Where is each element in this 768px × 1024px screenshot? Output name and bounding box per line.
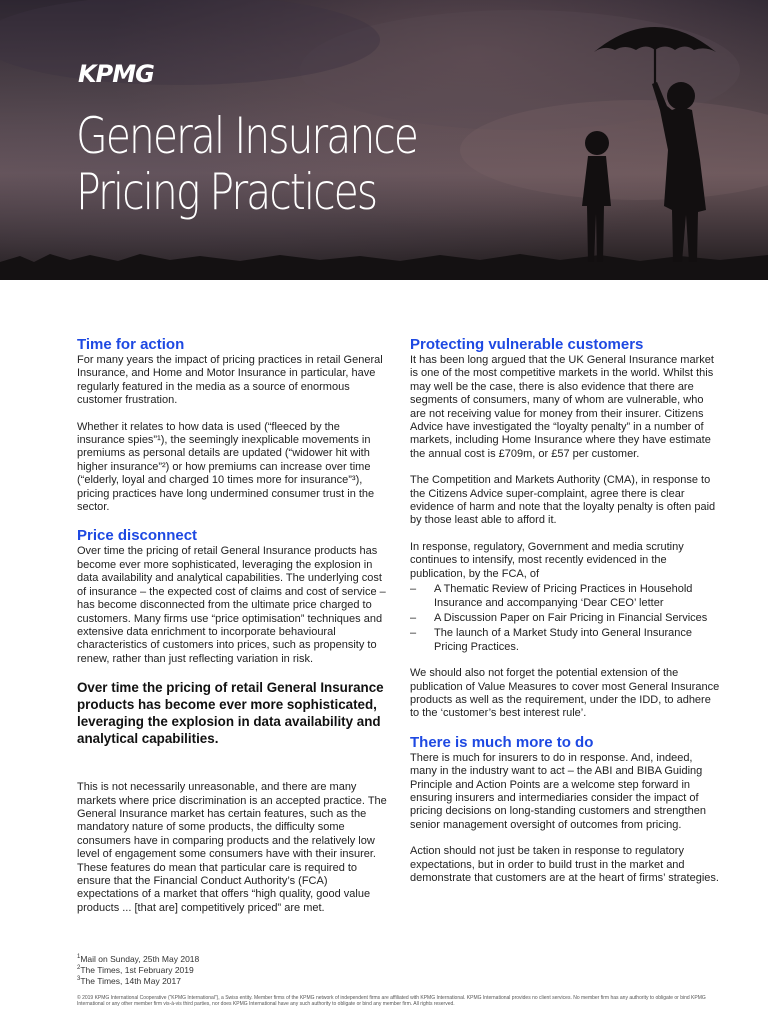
paragraph: In response, regulatory, Government and media scrutiny continues to intensify, most recently evidenced in the publication, by the FCA, of (410, 540, 684, 580)
paragraph: The Competition and Markets Authority (CMA), in response to the Citizens Advice super-complaint, agree there is clear evidence of harm and note that the loyalty penalty is often paid by those least able to afford it. (410, 474, 716, 527)
legal-disclaimer: © 2019 KPMG International Cooperative (“KPMG International”), a Swiss entity. Member firms of the KPMG network of independent firms are affiliated with KPMG International. KPMG International provides no client services. No member firm has any authority to obligate or bind KPMG International or any other member firm vis-à-vis third parties, nor does KPMG International have any such authority to obligate or bind any member firm. All rights reserved. (77, 995, 706, 1007)
page-title (76, 108, 417, 220)
hero-banner (0, 0, 768, 280)
list-item (410, 627, 722, 654)
heading-much-more-to-do: There is much more to do (410, 733, 594, 751)
left-column (77, 336, 389, 928)
list-item-text: A Discussion Paper on Fair Pricing in Financial Services (434, 611, 708, 624)
list-item (410, 612, 722, 625)
paragraph: It has been long argued that the UK General Insurance market is one of the most competitive markets in the world. Whilst this may well be the case, there is also evidence that there are segments of consumers, many of whom are vulnerable, who are not receiving value for money from their insurer. Citizens Advice have investigated the “loyalty penalty” in a number of markets, including Home Insurance where they have estimate the annual cost is £709m, or £57 per customer. (410, 354, 714, 460)
list-item-text: A Thematic Review of Pricing Practices in Household Insurance and accompanying ‘Dear CEO’ letter (434, 583, 693, 609)
title-line-2: Pricing Practices (76, 163, 377, 221)
footnote-number: 3 (77, 976, 81, 982)
dash-marker: – (410, 611, 417, 624)
footnote-number: 1 (77, 954, 81, 960)
footnote-number: 2 (77, 965, 81, 971)
heading-protecting-vulnerable-customers: Protecting vulnerable customers (410, 336, 644, 353)
heading-time-for-action: Time for action (77, 336, 185, 353)
paragraph: For many years the impact of pricing practices in retail General Insurance, and Home and Motor Insurance in particular, have regularly featured in the media as a source of enormous customer frustration. (77, 354, 383, 407)
dash-marker: – (410, 627, 417, 640)
dash-marker: – (410, 583, 417, 596)
footnote-3 (77, 974, 377, 987)
heading-price-disconnect: Price disconnect (77, 527, 198, 545)
footnote-text: The Times, 14th May 2017 (80, 975, 181, 986)
pull-quote: Over time the pricing of retail General Insurance products has become ever more sophisticated, leveraging the explosion in data availability and analytical capabilities. (77, 680, 384, 747)
footnote-text: Mail on Sunday, 25th May 2018 (80, 953, 200, 964)
paragraph: Over time the pricing of retail General Insurance products has become ever more sophisticated, leveraging the explosion in data availability and analytical capabilities. The underlying cost of insurance – the expected cost of claims and cost of service – has become disconnected from the ultimate price charged to customers. Many firms use “price optimisation” techniques and extensive data enrichment to incorporate behavioural characteristics of customers into prices, such as propensity to renew, rather than just reflecting variation in risk. (77, 545, 386, 665)
list-item-text: The launch of a Market Study into General Insurance Pricing Practices. (434, 627, 693, 653)
paragraph: Whether it relates to how data is used (“fleeced by the insurance spies”¹), the seemingly inexplicable movements in premiums as personal details are updated (“widower hit with higher insurance”²) or how premiums can increase over time (“elderly, loyal and charged 10 times more for insurance”³), pricing practices have long undermined consumer trust in the sector. (77, 420, 375, 514)
paragraph: We should also not forget the potential extension of the publication of Value Measures to cover most General Insurance products as well as the requirement, under the IDD, to adhere to the ‘customer’s best interest rule’. (410, 667, 720, 720)
paragraph: Action should not just be taken in response to regulatory expectations, but in order to build trust in the market and demonstrate that customers are at the heart of firms’ strategies. (410, 845, 719, 884)
footnote-text: The Times, 1st February 2019 (80, 964, 194, 975)
paragraph: There is much for insurers to do in response. And, indeed, many in the industry want to act – the ABI and BIBA Guiding Principle and Action Points are a welcome step forward in ensuring insurers and intermediaries consider the impact of pricing decisions on long-standing customers and strengthen senior management oversight of outcomes from pricing. (410, 751, 706, 831)
paragraph: This is not necessarily unreasonable, and there are many markets where price discrimination is an accepted practice. The General Insurance market has certain features, such as the mandatory nature of some products, the difficulty some consumers have in comparing products and the relatively low level of engagement some consumers have with their insurer. These features do mean that particular care is required to ensure that the Financial Conduct Authority’s (FCA) expectations of a market that offers “high quality, good value products ... [that are] competitively priced” are met. (77, 781, 387, 914)
right-column (410, 336, 722, 898)
publication-list (410, 583, 722, 654)
list-item (410, 583, 722, 610)
title-line-1: General Insurance (76, 107, 417, 165)
kpmg-logo: KPMG (78, 60, 154, 88)
